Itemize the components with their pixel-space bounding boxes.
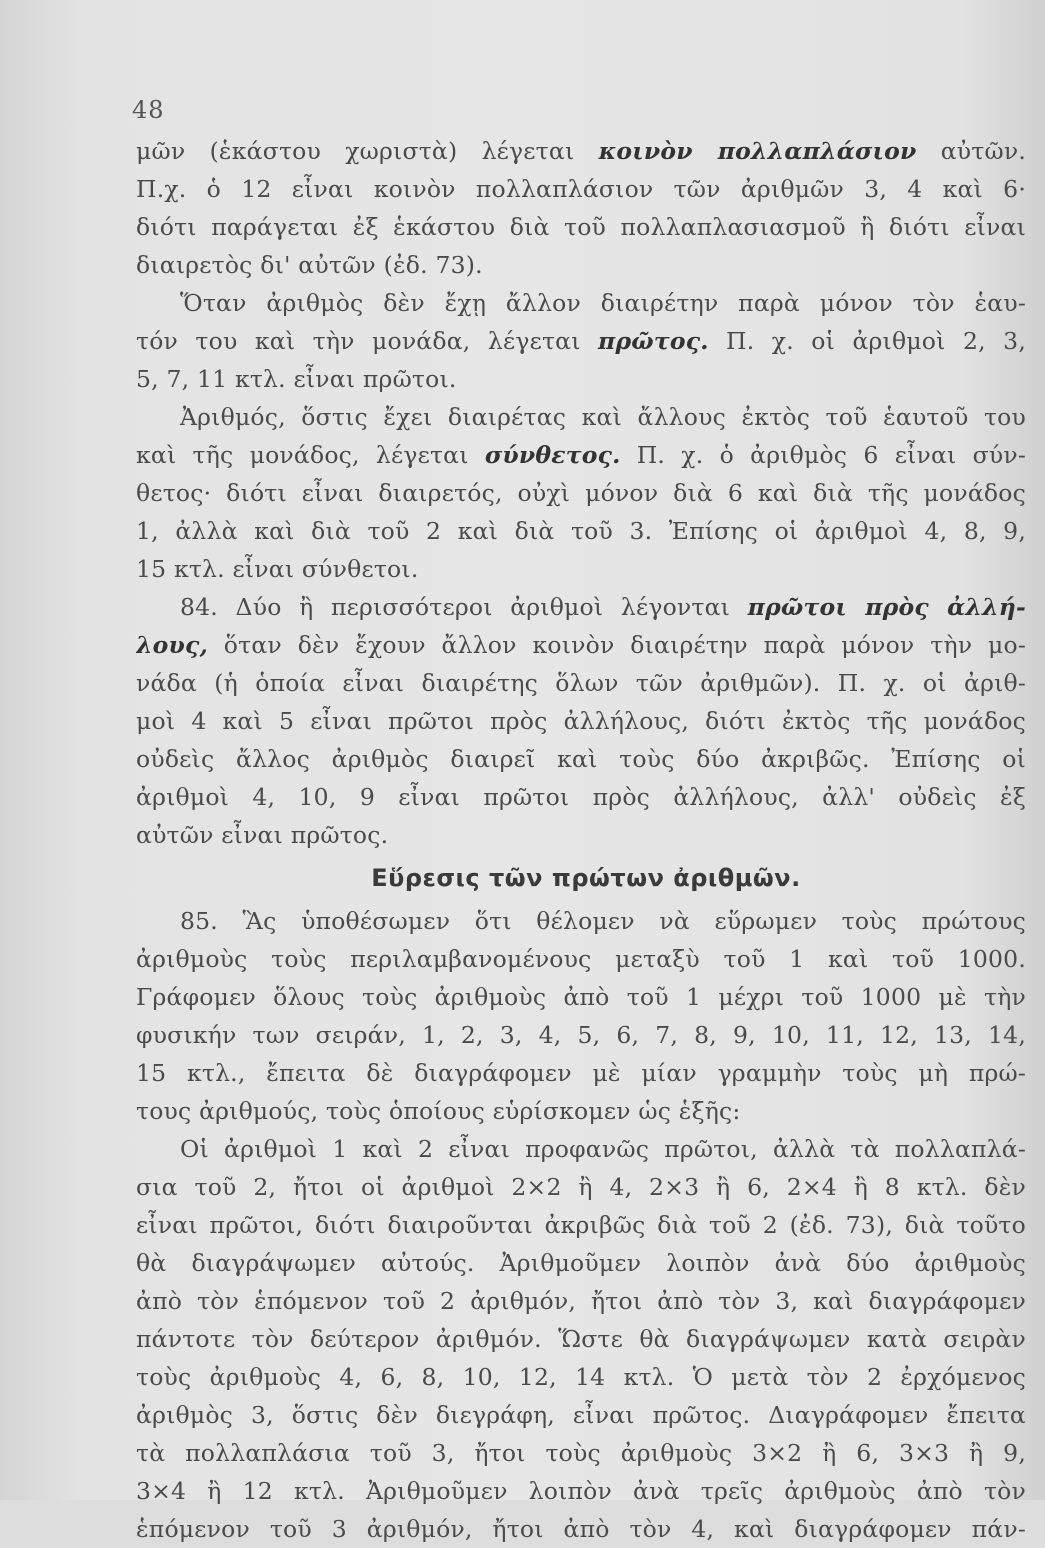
text-line: θὰ διαγράψωμεν αὐτούς. Ἀριθμοῦμεν λοιπὸν ἀνὰ δύο ἀριθμοὺς (136, 1249, 1026, 1277)
text-line: 84. Δύο ἢ περισσότεροι ἀριθμοὶ λέγονται πρῶτοι πρὸς ἀλλή- (180, 593, 1026, 621)
text-line: τὰ πολλαπλάσια τοῦ 3, ἤτοι τοὺς ἀριθμοὺς 3×2 ἢ 6, 3×3 ἢ 9, (136, 1439, 1026, 1467)
text-line: πάντοτε τὸν δεύτερον ἀριθμόν. Ὥστε θὰ διαγράψωμεν κατὰ σειρὰν (136, 1325, 1026, 1353)
text-line: σια τοῦ 2, ἤτοι οἱ ἀριθμοὶ 2×2 ἢ 4, 2×3 ἢ 6, 2×4 ἢ 8 κτλ. δὲν (136, 1173, 1026, 1201)
text-line: λους, ὅταν δὲν ἔχουν ἄλλον κοινὸν διαιρέτην παρὰ μόνον τὴν μο- (136, 631, 1026, 659)
text-line: ἀπὸ τὸν ἑπόμενον τοῦ 2 ἀριθμόν, ἤτοι ἀπὸ τὸν 3, καὶ διαγράφομεν (136, 1287, 1026, 1315)
section-heading: Εὕρεσις τῶν πρώτων ἀριθμῶν. (371, 864, 801, 892)
text-line: 3×4 ἢ 12 κτλ. Ἀριθμοῦμεν λοιπὸν ἀνὰ τρεῖς ἀριθμοὺς ἀπὸ τὸν (136, 1477, 1026, 1505)
page-number: 48 (132, 96, 165, 124)
text-line: ἀριθμὸς 3, ὅστις δὲν διεγράφη, εἶναι πρῶτος. Διαγράφομεν ἔπειτα (136, 1401, 1026, 1429)
text-line: καὶ τῆς μονάδος, λέγεται σύνθετος. Π. χ. ὁ ἀριθμὸς 6 εἶναι σύν- (136, 441, 1026, 469)
text-line: ἀριθμοὺς τοὺς περιλαμβανομένους μεταξὺ τοῦ 1 καὶ τοῦ 1000. (136, 945, 1026, 973)
text-line: φυσικήν των σειράν, 1, 2, 3, 4, 5, 6, 7, 8, 9, 10, 11, 12, 13, 14, (136, 1021, 1026, 1049)
text-line: τόν του καὶ τὴν μονάδα, λέγεται πρῶτος. Π. χ. οἱ ἀριθμοὶ 2, 3, (136, 327, 1026, 355)
text-line: εἶναι πρῶτοι, διότι διαιροῦνται ἀκριβῶς διὰ τοῦ 2 (ἐδ. 73), διὰ τοῦτο (136, 1211, 1026, 1239)
text-line: Π.χ. ὁ 12 εἶναι κοινὸν πολλαπλάσιον τῶν ἀριθμῶν 3, 4 καὶ 6· (136, 175, 1026, 203)
text-line: διαιρετὸς δι' αὐτῶν (ἐδ. 73). (136, 251, 483, 279)
text-line: μῶν (ἑκάστου χωριστὰ) λέγεται κοινὸν πολλαπλάσιον αὐτῶν. (136, 137, 1026, 165)
text-line: νάδα (ἡ ὁποία εἶναι διαιρέτης ὅλων τῶν ἀριθμῶν). Π. χ. οἱ ἀριθ- (136, 669, 1026, 697)
text-line: τους ἀριθμούς, τοὺς ὁποίους εὑρίσκομεν ὡς ἑξῆς: (136, 1097, 741, 1125)
text-line: Ὅταν ἀριθμὸς δὲν ἔχῃ ἄλλον διαιρέτην παρὰ μόνον τὸν ἑαυ- (180, 289, 1026, 317)
text-line: 15 κτλ., ἔπειτα δὲ διαγράφομεν μὲ μίαν γραμμὴν τοὺς μὴ πρώ- (136, 1059, 1026, 1087)
text-line: 5, 7, 11 κτλ. εἶναι πρῶτοι. (136, 365, 457, 393)
text-line: μοὶ 4 καὶ 5 εἶναι πρῶτοι πρὸς ἀλλήλους, διότι ἐκτὸς τῆς μονάδος (136, 707, 1026, 735)
text-line: Γράφομεν ὅλους τοὺς ἀριθμοὺς ἀπὸ τοῦ 1 μέχρι τοῦ 1000 μὲ τὴν (136, 983, 1026, 1011)
text-line: 85. Ἃς ὑποθέσωμεν ὅτι θέλομεν νὰ εὕρωμεν τοὺς πρώτους (180, 907, 1026, 935)
body-text (136, 132, 1026, 1548)
text-line: ἀριθμοὶ 4, 10, 9 εἶναι πρῶτοι πρὸς ἀλλήλους, ἀλλ' οὐδεὶς ἐξ (136, 783, 1026, 811)
text-line: οὐδεὶς ἄλλος ἀριθμὸς διαιρεῖ καὶ τοὺς δύο ἀκριβῶς. Ἐπίσης οἱ (136, 745, 1026, 773)
text-line: τοὺς ἀριθμοὺς 4, 6, 8, 10, 12, 14 κτλ. Ὁ μετὰ τὸν 2 ἐρχόμενος (136, 1363, 1026, 1391)
text-line: θετος· διότι εἶναι διαιρετός, οὐχὶ μόνον διὰ 6 καὶ διὰ τῆς μονάδος (136, 479, 1026, 507)
text-line: αὐτῶν εἶναι πρῶτος. (136, 821, 389, 849)
text-line: 1, ἀλλὰ καὶ διὰ τοῦ 2 καὶ διὰ τοῦ 3. Ἐπίσης οἱ ἀριθμοὶ 4, 8, 9, (136, 517, 1026, 545)
text-line: 15 κτλ. εἶναι σύνθετοι. (136, 555, 419, 583)
text-line: Οἱ ἀριθμοὶ 1 καὶ 2 εἶναι προφανῶς πρῶτοι, ἀλλὰ τὰ πολλαπλά- (180, 1135, 1026, 1163)
text-line: ἑπόμενον τοῦ 3 ἀριθμόν, ἤτοι ἀπὸ τὸν 4, καὶ διαγράφομεν πάν- (136, 1515, 1026, 1543)
text-line: Ἀριθμός, ὅστις ἔχει διαιρέτας καὶ ἄλλους ἐκτὸς τοῦ ἑαυτοῦ του (180, 403, 1026, 431)
text-line: διότι παράγεται ἐξ ἑκάστου διὰ τοῦ πολλαπλασιασμοῦ ἢ διότι εἶναι (136, 213, 1026, 241)
